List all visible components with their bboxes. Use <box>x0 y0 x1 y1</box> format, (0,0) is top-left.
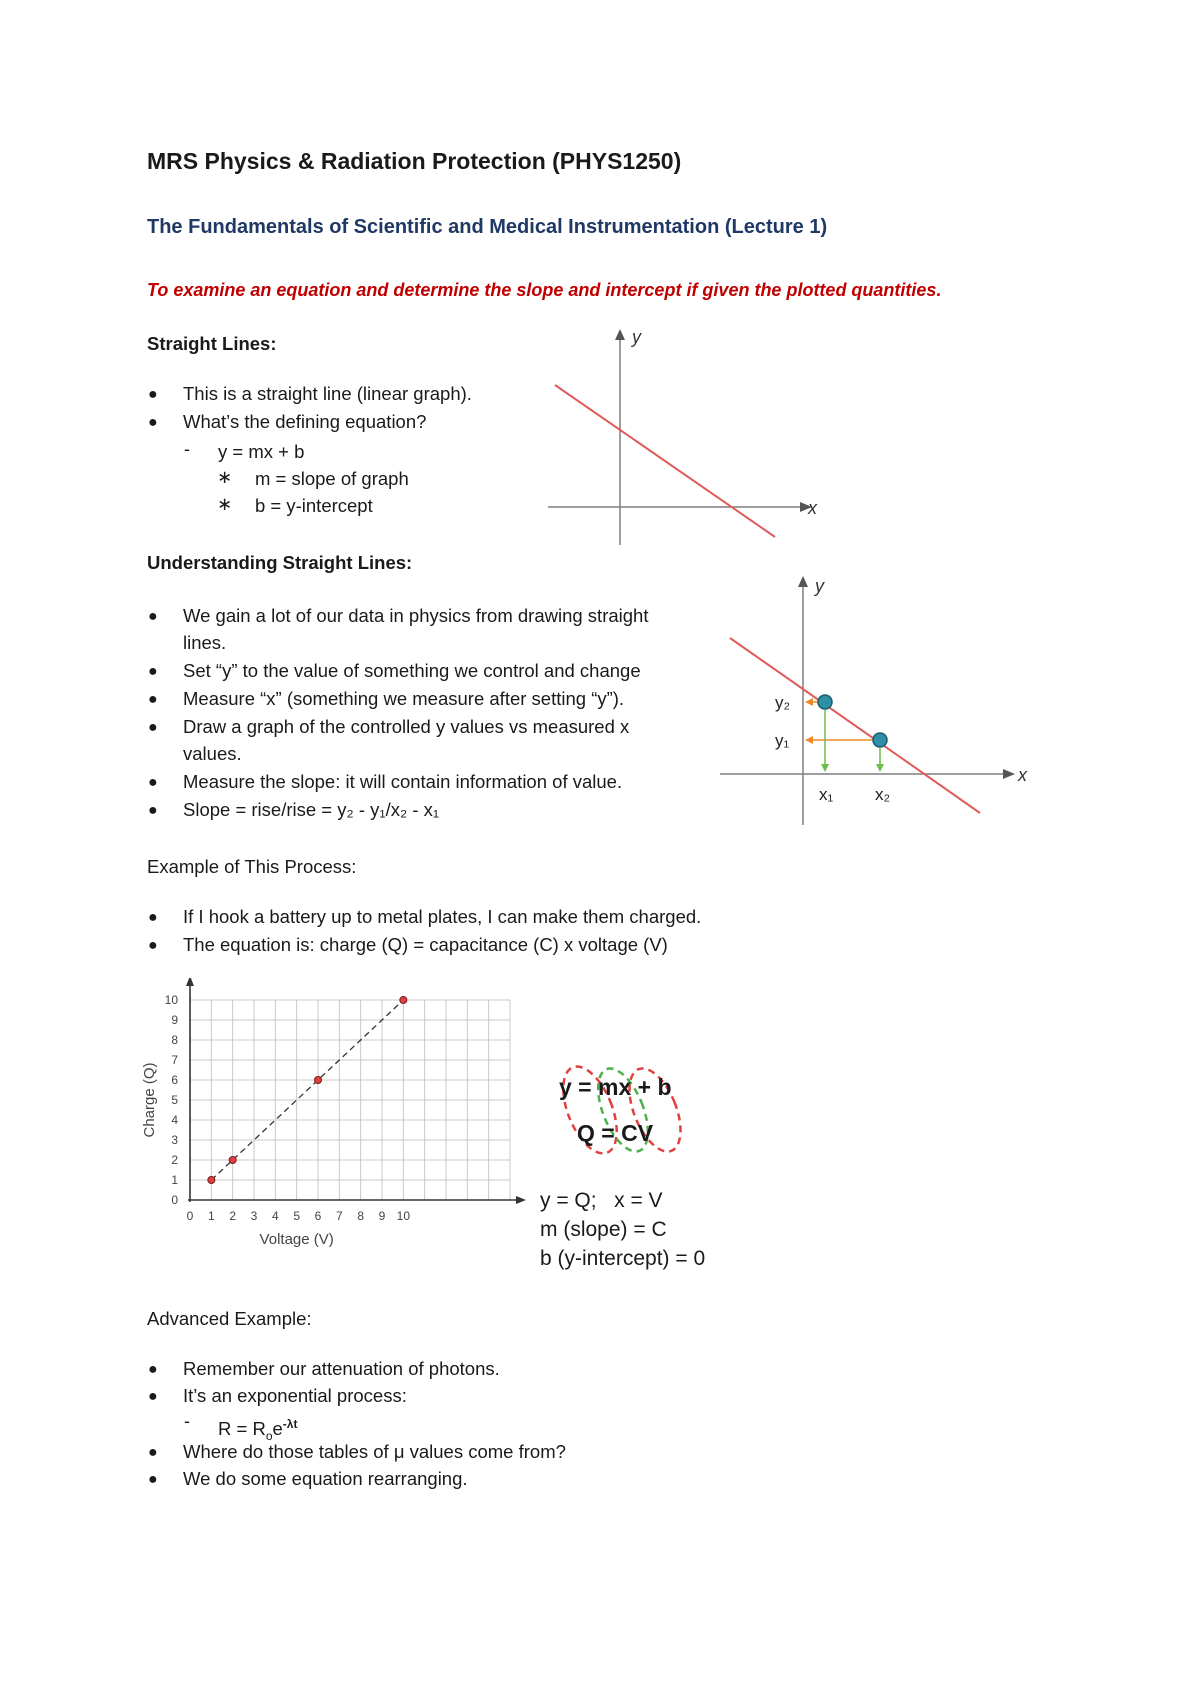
x-axis-arrow-icon <box>516 1196 526 1204</box>
asterisk-icon: ∗ <box>217 494 233 514</box>
y-axis-label: y <box>632 327 641 347</box>
chart-axes <box>186 978 526 1204</box>
x-tick-label: 1 <box>207 1209 215 1223</box>
bullet-icon: ● <box>148 1361 158 1378</box>
y-tick-label: 10 <box>164 993 178 1007</box>
list-item: What’s the defining equation? <box>183 411 427 432</box>
list-item: lines. <box>183 632 227 653</box>
y-axis-arrow-icon <box>186 978 194 986</box>
formula-subscript: o <box>265 1428 273 1443</box>
x1-label: x₁ <box>819 785 834 804</box>
list-item: b = y-intercept <box>255 495 373 516</box>
y-tick-label: 3 <box>171 1133 178 1147</box>
list-item: y = mx + b <box>218 441 305 462</box>
bullet-icon: ● <box>148 608 158 625</box>
list-item: Where do those tables of μ values come from? <box>183 1441 566 1462</box>
bullet-icon: ● <box>148 663 158 680</box>
formula-base: R = R <box>218 1418 266 1440</box>
list-item: Draw a graph of the controlled y values vs measured x <box>183 716 630 737</box>
formula-exp-base: e <box>272 1418 283 1440</box>
x-tick-label: 0 <box>186 1209 194 1223</box>
y-tick-label: 7 <box>171 1053 178 1067</box>
bullet-icon: ● <box>148 909 158 926</box>
x-tick-label: 4 <box>271 1209 279 1223</box>
red-line <box>730 638 980 813</box>
objective-text: To examine an equation and determine the slope and intercept if given the plotted quantities. <box>147 280 942 300</box>
y-tick-label: 9 <box>171 1013 178 1027</box>
bullet-icon: ● <box>148 802 158 819</box>
list-item: We do some equation rearranging. <box>183 1468 468 1489</box>
equation-mapping <box>540 1186 705 1273</box>
point-2 <box>873 733 887 747</box>
section-heading-advanced: Advanced Example: <box>147 1308 312 1329</box>
x-tick-label: 10 <box>396 1209 411 1223</box>
y-axis-arrow-icon <box>798 576 808 587</box>
y-tick-label: 8 <box>171 1033 178 1047</box>
dash-icon: - <box>184 439 190 459</box>
list-item: It’s an exponential process: <box>183 1385 407 1406</box>
bullet-icon: ● <box>148 1471 158 1488</box>
dash-icon: - <box>184 1411 190 1431</box>
list-item: Measure the slope: it will contain information of value. <box>183 771 623 792</box>
equation-line-1: y = mx + b <box>559 1074 672 1100</box>
data-point <box>315 1077 322 1084</box>
bullet-icon: ● <box>148 774 158 791</box>
point-1 <box>818 695 832 709</box>
orange-arrowhead-icon <box>805 698 813 706</box>
chart-series <box>208 997 407 1184</box>
y-tick-label: 4 <box>171 1113 178 1127</box>
intercept-line: b (y-intercept) = 0 <box>540 1247 706 1270</box>
formula-superscript: -λt <box>282 1417 298 1431</box>
x-tick-label: 3 <box>250 1209 258 1223</box>
y-tick-label: 5 <box>171 1093 178 1107</box>
x-tick-label: 7 <box>335 1209 343 1223</box>
bullet-icon: ● <box>148 1388 158 1405</box>
y-tick-label: 0 <box>171 1193 178 1207</box>
list-item: This is a straight line (linear graph). <box>183 383 472 404</box>
slope-line: m (slope) = C <box>540 1218 667 1241</box>
list-item: values. <box>183 743 242 764</box>
orange-arrowhead-icon <box>805 736 813 744</box>
list-item: Slope = rise/rise = y₂ - y₁/x₂ - x₁ <box>183 799 440 820</box>
page-subtitle: The Fundamentals of Scientific and Medical Instrumentation (Lecture 1) <box>147 216 828 238</box>
list-item: m = slope of graph <box>255 468 409 489</box>
x-tick-label: 9 <box>378 1209 386 1223</box>
list-item: Remember our attenuation of photons. <box>183 1358 500 1379</box>
green-arrowhead-icon <box>876 764 884 772</box>
y-tick-label: 2 <box>171 1153 178 1167</box>
straight-line-figure <box>540 325 840 550</box>
mapping-line: y = Q; x = V <box>540 1189 663 1212</box>
section-heading-straight-lines: Straight Lines: <box>147 333 277 354</box>
data-point <box>229 1157 236 1164</box>
red-line <box>555 385 775 537</box>
y-axis-arrow-icon <box>615 329 625 340</box>
y-axis-label: y <box>815 576 824 596</box>
list-item: Set “y” to the value of something we control and change <box>183 660 641 681</box>
equation-line-2: Q = CV <box>577 1120 654 1146</box>
bullet-icon: ● <box>148 1444 158 1461</box>
x-axis-arrow-icon <box>1003 769 1015 779</box>
list-item: If I hook a battery up to metal plates, I can make them charged. <box>183 906 702 927</box>
asterisk-icon: ∗ <box>217 467 233 487</box>
y2-label: y₂ <box>775 693 791 712</box>
x-tick-label: 8 <box>357 1209 365 1223</box>
data-point <box>208 1177 215 1184</box>
x-axis-title: Voltage (V) <box>259 1231 334 1248</box>
chart-grid <box>190 1000 510 1200</box>
y-tick-label: 6 <box>171 1073 178 1087</box>
x-axis-label: x <box>1018 765 1027 785</box>
y1-label: y₁ <box>775 731 790 750</box>
page-title: MRS Physics & Radiation Protection (PHYS1250) <box>147 148 682 174</box>
bullet-icon: ● <box>148 937 158 954</box>
bullet-icon: ● <box>148 386 158 403</box>
bullet-icon: ● <box>148 691 158 708</box>
equation-figure <box>535 1065 725 1175</box>
y-axis-title: Charge (Q) <box>141 1062 158 1138</box>
bullet-icon: ● <box>148 719 158 736</box>
x-tick-label: 2 <box>229 1209 237 1223</box>
section-heading-understanding: Understanding Straight Lines: <box>147 552 413 573</box>
green-arrowhead-icon <box>821 764 829 772</box>
slope-figure <box>715 570 1045 830</box>
x-axis-label: x <box>808 498 817 518</box>
section-heading-example: Example of This Process: <box>147 856 357 877</box>
y-tick-label: 1 <box>171 1173 178 1187</box>
list-item: We gain a lot of our data in physics from drawing straight <box>183 605 649 626</box>
data-point <box>400 997 407 1004</box>
x2-label: x₂ <box>875 785 891 804</box>
bullet-icon: ● <box>148 414 158 431</box>
trend-line <box>211 1000 403 1180</box>
x-tick-label: 5 <box>293 1209 301 1223</box>
list-item: Measure “x” (something we measure after setting “y”). <box>183 688 625 709</box>
x-tick-label: 6 <box>314 1209 322 1223</box>
charge-voltage-chart <box>140 978 530 1278</box>
list-item: The equation is: charge (Q) = capacitance (C) x voltage (V) <box>183 934 668 955</box>
